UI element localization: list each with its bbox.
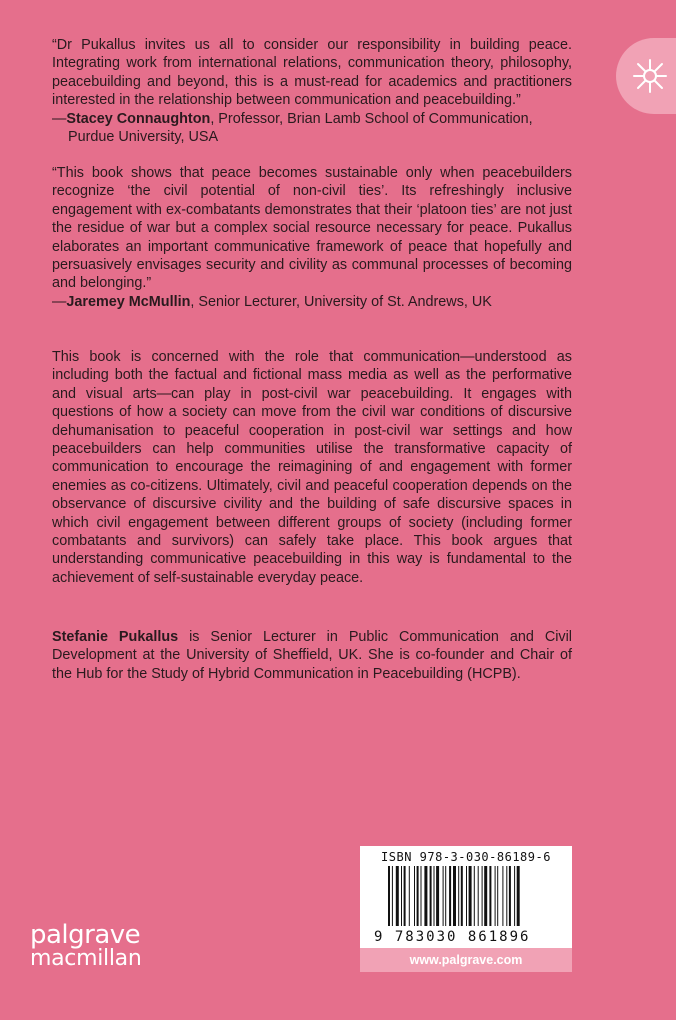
barcode-bar	[401, 866, 402, 926]
barcode-bar	[458, 866, 459, 926]
barcode-bar	[514, 866, 515, 926]
endorser-title: , Senior Lecturer, University of St. Andrews, UK	[190, 293, 492, 310]
palgrave-logo	[616, 38, 676, 114]
publisher-line-2: macmillan	[30, 946, 142, 971]
attribution-dash: —	[52, 110, 67, 127]
barcode-bar	[424, 866, 427, 926]
endorser-affiliation: Purdue University, USA	[68, 129, 219, 146]
barcode-bar	[434, 866, 435, 926]
author-bio-body: is Senior Lecturer in Public Communication and Civil Development at the University of Sheffield, UK. She is co-founder and Chair of the Hub for the Study of Hybrid Communication in Peacebuilding (HCPB).	[52, 629, 573, 682]
barcode-bar	[509, 866, 511, 926]
publisher-wordmark	[30, 920, 142, 971]
barcode-bar	[396, 866, 399, 926]
barcode-bar	[404, 866, 406, 926]
publisher-line-1: palgrave	[30, 920, 141, 950]
quote-attribution	[52, 293, 572, 311]
barcode-bar	[414, 866, 415, 926]
barcode-bar	[449, 866, 451, 926]
barcode-bar	[461, 866, 463, 926]
palgrave-star-logo-icon	[630, 56, 670, 96]
barcode-bar	[497, 866, 498, 926]
barcode-bar	[417, 866, 419, 926]
barcode-bar	[502, 866, 503, 926]
author-bio-text	[52, 628, 572, 683]
barcode-bar	[388, 866, 390, 926]
isbn-label: ISBN 978-3-030-86189-6	[381, 850, 551, 864]
barcode-bar	[506, 866, 507, 926]
barcode-bar	[478, 866, 479, 926]
barcode-bar	[482, 866, 483, 926]
barcode-bar	[409, 866, 410, 926]
barcode-digits: 9 783030 861896	[374, 929, 531, 945]
barcode-bar	[489, 866, 491, 926]
barcode-bar	[466, 866, 467, 926]
quote-text: “Dr Pukallus invites us all to consider our responsibility in building peace. Integrating work from international relations, communication theory, philosophy, peacebuilding and beyond, this is a must-read for academics and practitioners interested in the relationship between communication and peacebuilding.”	[52, 37, 572, 109]
barcode-panel	[360, 846, 572, 948]
barcode-bar	[453, 866, 456, 926]
endorser-name: Stacey Connaughton	[66, 110, 211, 127]
barcode-bar	[469, 866, 472, 926]
barcode-bars	[388, 866, 558, 932]
description-text: This book is concerned with the role that communication—understood as including both the factual and fictional mass media as well as the performative and visual arts—can play in post-civil war peacebuilding. It engages with questions of how a society can move from the civil war conditions of discursive dehumanisation to peaceful cooperation in post-civil war settings and how peacebuilders can help communities utilise the transformative capacity of communication to encourage the reimagining of and engagement with former enemies as co-citizens. Ultimately, civil and peaceful cooperation depends on the observance of discursive civility and the building of safe discursive spaces in which civil engagement between different groups of society (including former combatants and survivors) can safely take place. This book argues that understanding communicative peacebuilding in this way is fundamental to the achievement of self-sustainable everyday peace.	[52, 349, 572, 586]
book-description	[52, 348, 572, 587]
publisher-website[interactable]: www.palgrave.com	[360, 948, 572, 972]
endorser-name: Jaremey McMullin	[66, 293, 191, 310]
barcode-bar	[495, 866, 496, 926]
barcode-bar	[436, 866, 439, 926]
quote-text: “This book shows that peace becomes sustainable only when peacebuilders recognize ‘the civil potential of non-civil ties’. Its refreshingly inclusive engagement with ex-combatants demonstrates that their ‘platoon ties’ are not just the residue of war but a complex social resource necessary for peace. Pukallus elaborates an important communicative framework of peace that hopefully and persuasively envisages security and civility as communal processes of becoming and belonging.”	[52, 165, 572, 292]
endorsement-quote-1	[52, 36, 572, 146]
author-name: Stefanie Pukallus	[52, 629, 179, 645]
author-bio	[52, 628, 572, 683]
endorser-title: , Professor, Brian Lamb School of Communication,	[210, 110, 533, 127]
barcode-bar	[484, 866, 487, 926]
barcode-bar	[421, 866, 422, 926]
barcode-bar	[443, 866, 444, 926]
attribution-dash: —	[52, 293, 67, 310]
barcode-bar	[430, 866, 432, 926]
isbn-barcode	[360, 846, 572, 974]
quote-attribution	[52, 110, 572, 128]
barcode-bar	[474, 866, 475, 926]
barcode-bar	[445, 866, 446, 926]
barcode-bar	[517, 866, 520, 926]
barcode-bar	[392, 866, 393, 926]
endorsement-quote-2	[52, 164, 572, 311]
